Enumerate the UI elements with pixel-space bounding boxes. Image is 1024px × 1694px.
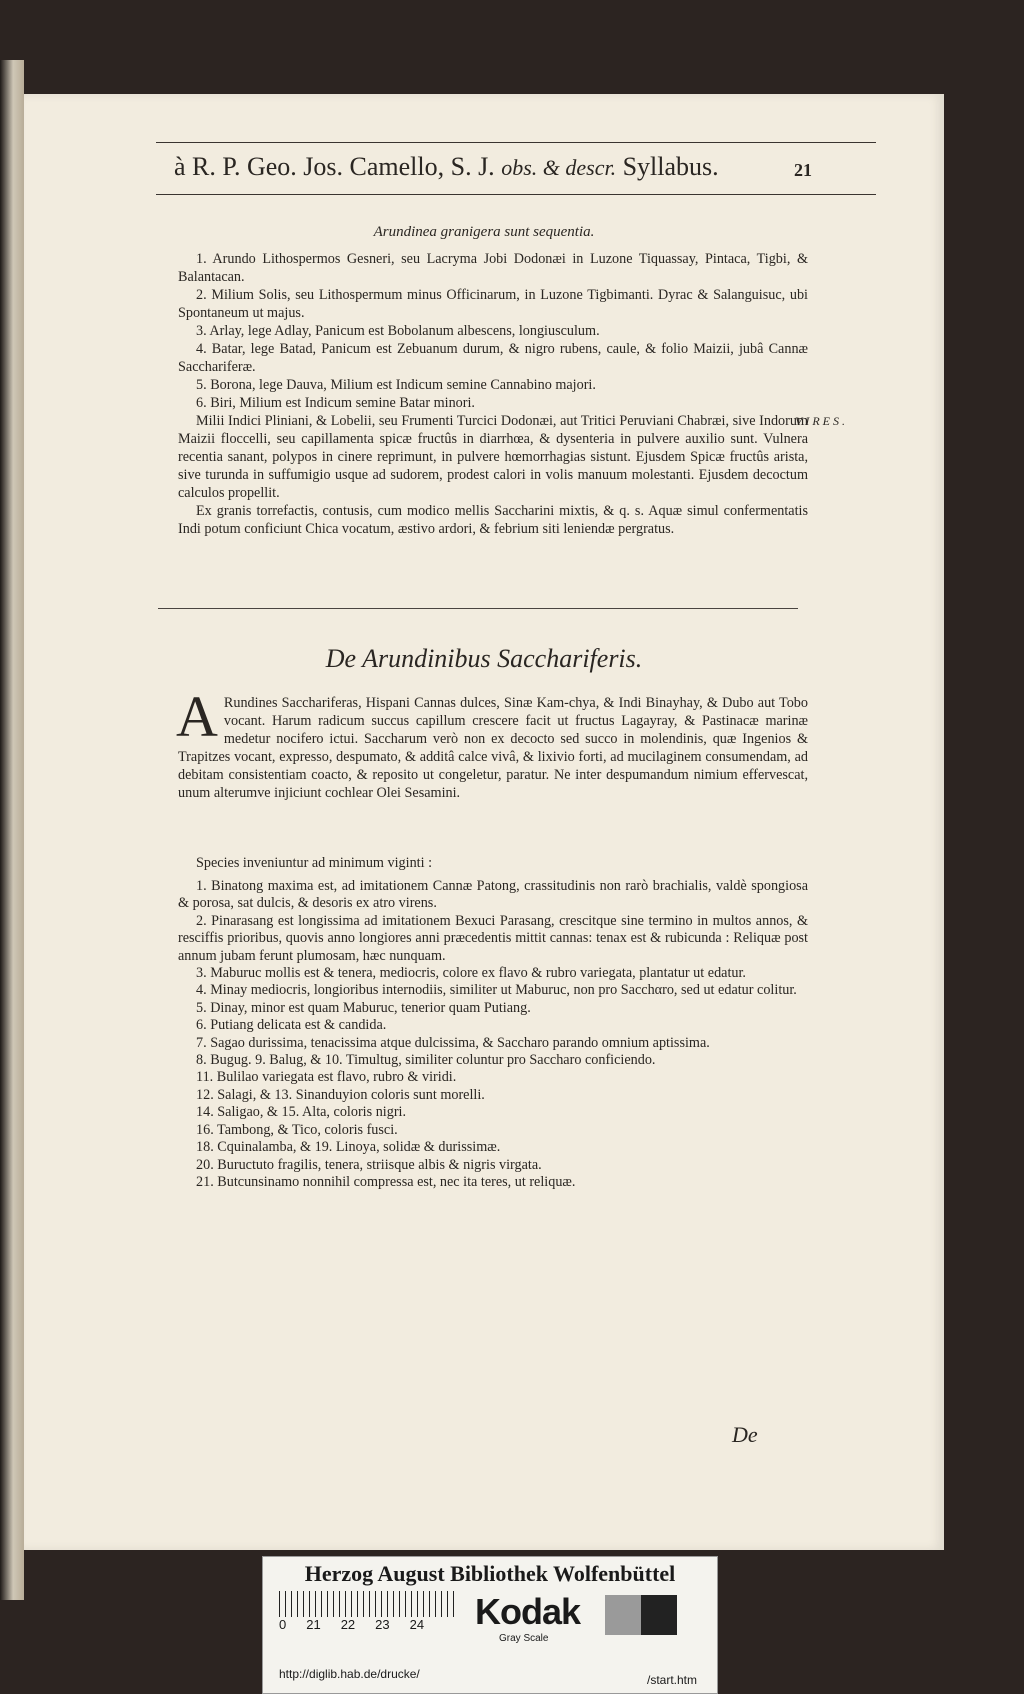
list-item: 5. Borona, lege Dauva, Milium est Indicum semine Cannabino majori. (196, 377, 596, 393)
body-paragraph: Ex granis torrefactis, contusis, cum modico mellis Saccharini mixtis, & q. s. Aquæ simul confermentatis Indi potum conficiunt Chica vocatum, æstivo ardori, & febrium siti leniendæ pergratus. (178, 503, 808, 537)
species-intro: Species inveniuntur ad minimum viginti : (196, 855, 433, 871)
ruler-number: 23 (375, 1617, 390, 1632)
list-item: 8. Bugug. 9. Balug, & 10. Timultug, similiter coluntur pro Saccharo conficiendo. (196, 1052, 656, 1069)
ruler-number: 22 (340, 1617, 356, 1632)
ruler-ticks (279, 1591, 459, 1617)
list-item: 1. Arundo Lithospermos Gesneri, seu Lacryma Jobi Dodonæi in Luzone Tiquassay, Pintaca, Tigbi, & Balantacan. (178, 251, 808, 285)
list-item: 4. Minay mediocris, longioribus internodiis, similiter ut Maburuc, non pro Sacchαro, sed ut edatur colitur. (196, 982, 797, 999)
list-item: 14. Saligao, & 15. Alta, coloris nigri. (196, 1104, 407, 1121)
ruler-number: 0 (279, 1617, 287, 1632)
library-name: Herzog August Bibliothek Wolfenbüttel (304, 1561, 676, 1586)
section-divider (158, 608, 798, 609)
list-item: 21. Butcunsinamo nonnihil compressa est, nec ita teres, ut reliquæ. (196, 1173, 576, 1190)
margin-note: VIRES. (795, 414, 848, 428)
granigera-list (178, 250, 808, 538)
intro-text: Rundines Sacchariferas, Hispani Cannas dulces, Sinæ Kam-chya, & Indi Binayhay, & Dubo aut Tobo vocant. Harum radicum succus capillum crescere facit ut fructus Lagayray, & Pastinacæ marinæ medetur nocifero ictui. Saccharum verò non ex decocto sed succo in molendinis, quæ Ingenios & Trapitzes vocant, expresso, despumato, & additâ calce vivâ, & lixivio forti, ad mucilaginem consumendam, ad debitam consistentiam coacto, & reposito ut congeletur, paratur. Ne inter despumandum nimium effervescat, unum alterumve injiciunt cochlear Olei Sesamini. (178, 695, 808, 801)
catchword: De (732, 1422, 758, 1447)
list-item: 6. Biri, Milium est Indicum semine Batar minori. (196, 395, 475, 411)
list-item: 6. Putiang delicata est & candida. (196, 1017, 387, 1034)
body-paragraph: Milii Indici Pliniani, & Lobelii, seu Frumenti Turcici Dodonæi, aut Tritici Peruviani Chabræi, sive Indorum Maizii floccelli, seu capillamenta spicæ fructûs in diarrhœa, & dysenteria in pulvere auxilio sunt. Vulnera recentia sanant, polypos in cinere reprimunt, in pulvere hœmorrhagias sistunt. Ejusdem Spicæ fructûs arista, sive turunda in suffumigio usque ad sudorem, prodest calori in volis manuum molestanti. Ejusdem decoctum calculos propellit. (178, 413, 808, 501)
ruler-numbers (279, 1617, 479, 1632)
list-item: 1. Binatong maxima est, ad imitationem Cannæ Patong, crassitudinis non rarò brachialis, valdè spongiosa & porosa, sat dulcis, & desoris ex atro virens. (178, 878, 808, 912)
list-item: 5. Dinay, minor est quam Maburuc, tenerior quam Putiang. (196, 999, 531, 1016)
list-item: 3. Arlay, lege Adlay, Panicum est Bobolanum albescens, longiusculum. (196, 323, 600, 339)
page-number: 21 (794, 160, 812, 180)
list-item: 18. Cquinalamba, & 19. Linoya, solidæ & durissimæ. (196, 1139, 501, 1156)
section-subheading: Arundinea granigera sunt sequentia. (373, 224, 595, 240)
ruler-scale (279, 1591, 459, 1635)
species-list (178, 878, 808, 1191)
source-url: http://diglib.hab.de/drucke/ (279, 1667, 420, 1681)
color-calibration-bar (262, 1556, 718, 1694)
header-rule-bottom (156, 194, 876, 195)
drop-cap: A (176, 684, 218, 749)
list-item: 7. Sagao durissima, tenacissima atque dulcissima, & Saccharo parando omnium aptissima. (196, 1034, 710, 1051)
gray-patch (605, 1595, 641, 1635)
running-head (174, 152, 774, 182)
list-item: 11. Bulilao variegata est flavo, rubro & viridi. (196, 1069, 457, 1086)
black-patch (641, 1595, 677, 1635)
list-item: 2. Pinarasang est longissima ad imitationem Bexuci Parasang, crescitque sine termino in multos annos, & resciffis prioribus, quovis anno longiores anni præcedentis mittit cannas: tenax est & rubicunda : Reliquæ post annum jubam ferunt plumosam, hæc nunquam. (178, 912, 808, 964)
source-url-suffix: /start.htm (647, 1673, 698, 1687)
ruler-number: 24 (409, 1617, 425, 1632)
adjacent-page-edge (0, 60, 24, 1600)
ruler-number: 21 (306, 1617, 321, 1632)
book-page (24, 94, 944, 1550)
list-item: 12. Salagi, & 13. Sinanduyion coloris sunt morelli. (196, 1086, 485, 1103)
list-item: 16. Tambong, & Tico, coloris fusci. (196, 1121, 398, 1138)
section-title: De Arundinibus Sacchariferis. (325, 644, 643, 673)
list-item: 20. Buructuto fragilis, tenera, striisque albis & nigris virgata. (196, 1156, 542, 1173)
intro-paragraph (176, 684, 808, 802)
list-item: 3. Maburuc mollis est & tenera, mediocris, colore ex flavo & rubro variegata, plantatur ut edatur. (196, 965, 746, 982)
gray-scale-label: Gray Scale (499, 1633, 549, 1644)
header-rule-top (156, 142, 876, 143)
list-item: 4. Batar, lege Batad, Panicum est Zebuanum durum, & nigro rubens, caule, & folio Maizii, jubâ Cannæ Sacchariferæ. (178, 341, 808, 375)
list-item: 2. Milium Solis, seu Lithospermum minus Officinarum, in Luzone Tigbimanti. Dyrac & Salanguisuc, ubi Spontaneum ut majus. (178, 287, 808, 321)
kodak-logo: Kodak (475, 1591, 581, 1632)
running-head-italic: obs. & descr. (501, 155, 617, 180)
running-head-main: à R. P. Geo. Jos. Camello, S. J. (174, 152, 495, 181)
running-head-end: Syllabus. (622, 152, 719, 181)
